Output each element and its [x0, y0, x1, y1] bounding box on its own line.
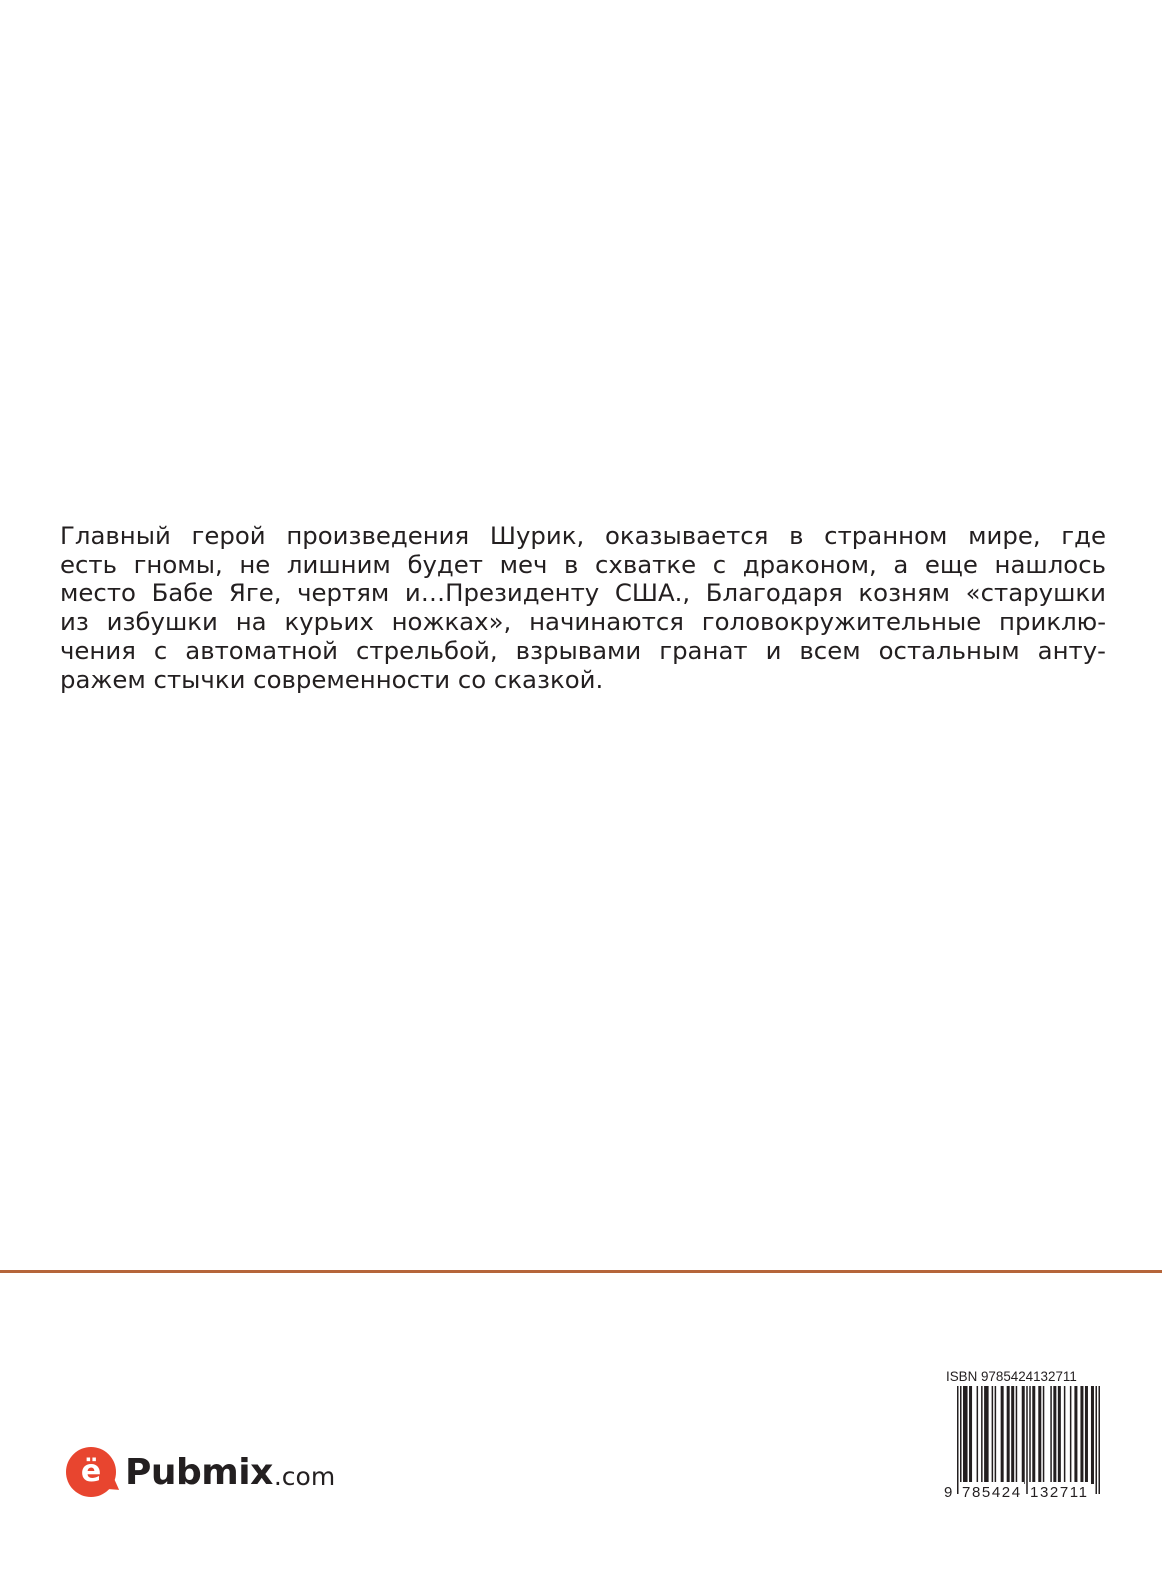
barcode-bar: [963, 1386, 968, 1484]
barcode-bar: [1058, 1386, 1061, 1484]
barcode-guard-bar: [960, 1386, 962, 1494]
speech-bubble-icon: [66, 1447, 116, 1497]
barcode-bar: [1053, 1386, 1056, 1484]
logo-letter: ё: [80, 1454, 102, 1489]
barcode-bar: [969, 1386, 972, 1484]
barcode-guard-bar: [1095, 1386, 1097, 1494]
annotation-line: есть гномы, не лишним будет меч в схватке с драконом, а еще нашлось: [60, 549, 1106, 579]
barcode-guard-bar: [957, 1386, 959, 1494]
barcode-guard-bar: [1098, 1386, 1100, 1494]
barcode-bar: [981, 1386, 983, 1484]
barcode-bar: [1022, 1386, 1025, 1484]
barcode-bar: [1074, 1386, 1077, 1484]
barcode-bar: [1016, 1386, 1018, 1484]
barcode-bar: [1064, 1386, 1066, 1484]
annotation-line: Главный герой произведения Шурик, оказывается в странном мире, где: [60, 521, 1106, 550]
isbn-label: ISBN 9785424132711: [946, 1369, 1077, 1384]
barcode-guard-bar: [1029, 1386, 1031, 1494]
barcode-bar: [992, 1386, 994, 1484]
barcode-bar: [1007, 1386, 1010, 1484]
barcode-bar: [1085, 1386, 1088, 1484]
barcode-guard-bar: [1026, 1386, 1028, 1494]
annotation-line: место Бабе Яге, чертям и…Президенту США., Благодаря козням «старушки: [60, 578, 1106, 608]
barcode-bar: [1032, 1386, 1035, 1484]
barcode-left-group: 785424: [960, 1482, 1024, 1504]
barcode-bar: [977, 1386, 979, 1484]
barcode-bar: [1038, 1386, 1041, 1484]
barcode-bars: [944, 1386, 1102, 1496]
annotation-line: из избушки на курьих ножках», начинаются головокружительные приклю-: [60, 607, 1106, 637]
isbn-barcode: [944, 1370, 1102, 1512]
publisher-logo: [66, 1447, 335, 1497]
barcode-lead-digit: 9: [944, 1484, 953, 1501]
barcode-bar: [1011, 1386, 1014, 1484]
publisher-domain: .com: [273, 1461, 336, 1491]
barcode-bar: [1091, 1386, 1094, 1484]
barcode-bar: [1001, 1386, 1004, 1484]
barcode-right-group: 132711: [1028, 1482, 1091, 1504]
barcode-bar: [1070, 1386, 1072, 1484]
barcode-bar: [1080, 1386, 1083, 1484]
book-annotation: [60, 522, 1106, 694]
barcode-bar: [1043, 1386, 1045, 1484]
publisher-name: Pubmix: [125, 1451, 273, 1493]
annotation-line: чения с автоматной стрельбой, взрывами гранат и всем остальным анту-: [60, 635, 1106, 665]
annotation-line: ражем стычки современности со сказкой.: [60, 664, 604, 694]
barcode-bar: [1050, 1386, 1052, 1484]
barcode-bar: [984, 1386, 989, 1484]
divider-line: [0, 1270, 1162, 1273]
barcode-bar: [995, 1386, 997, 1484]
barcode-digits: [944, 1482, 1102, 1504]
